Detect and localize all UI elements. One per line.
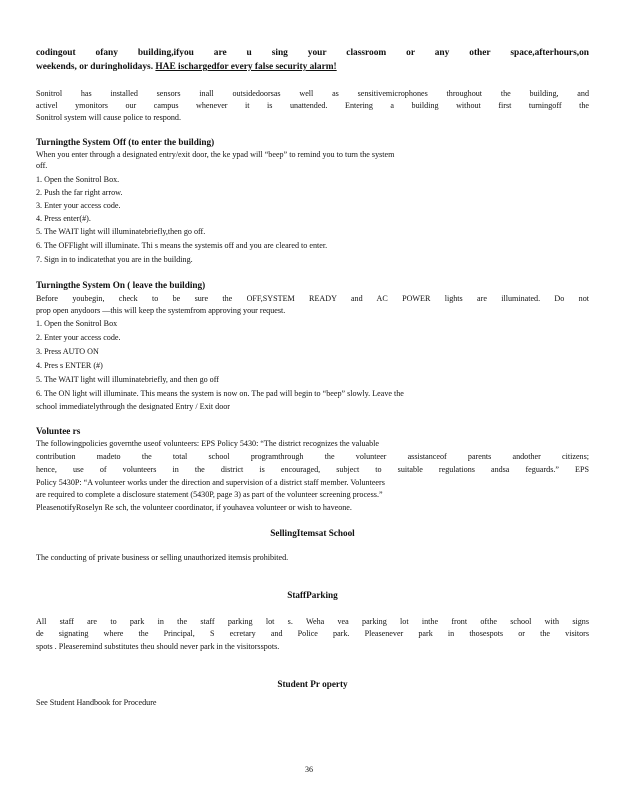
system-on-step-7: school immediatelythrough the designated Entry / Exit door [36,402,230,411]
system-on-intro-2: prop open anydoors —this will keep the systemfrom approving your request. [36,306,286,315]
system-off-step-6: 6. The OFFlight will illuminate. Thi s means the systemis off and you are cleared to enter. [36,241,328,250]
system-on-step-2: 2. Enter your access code. [36,333,121,342]
system-on-step-1: 1. Open the Sonitrol Box [36,319,118,328]
system-on-step-3: 3. Press AUTO ON [36,347,99,356]
parking-line-3: spots . Pleaseremind substitutes theu should never park in the visitorsspots. [36,642,280,651]
system-off-step-3: 3. Enter your access code. [36,201,121,210]
selling-line: The conducting of private business or selling unauthorized itemsis prohibited. [36,553,289,562]
system-on-heading: Turningthe System On ( leave the building) [36,280,206,290]
volunteers-line-1: The followingpolicies governthe useof volunteers: EPS Policy 5430: “The district recognizes the valuable [36,439,380,448]
selling-heading: SellingItemsat School [270,528,355,538]
system-off-heading: Turningthe System Off (to enter the building) [36,137,215,147]
parking-line-1: All staff are to park in the staff parking lot s. Weha vea parking lot inthe front ofthe school with signs [36,617,589,626]
property-line: See Student Handbook for Procedure [36,698,157,707]
parking-heading: StaffParking [287,590,338,600]
intro-line-1: codingout ofany building,ifyou are u sing your classroom or any other space,afterhours,on [36,48,589,58]
page-number: 36 [305,765,313,774]
volunteers-heading: Voluntee rs [36,426,81,436]
volunteers-line-2: contribution madeto the total school programthrough the volunteer assistanceof parents andother citizens; [36,452,589,461]
false-alarm-warning: HAE ischargedfor every false security alarm! [155,62,337,72]
sonitrol-line-1: Sonitrol has installed sensors inall outsidedoorsas well as sensitivemicrophones throughout the building, and [36,89,589,98]
system-on-step-5: 5. The WAIT light will illuminatebriefly, and then go off [36,375,219,384]
volunteers-line-4: Policy 5430P: “A volunteer works under the direction and supervision of a district staff member. Volunteers [36,478,385,487]
system-off-step-1: 1. Open the Sonitrol Box. [36,175,120,184]
volunteers-line-5: are required to complete a disclosure statement (5430P, page 3) as part of the volunteer screening process.” [36,490,383,499]
system-off-intro-2: off. [36,161,48,170]
system-off-step-5: 5. The WAIT light will illuminatebriefly,then go off. [36,227,206,236]
system-on-step-6: 6. The ON light will illuminate. This means the system is now on. The pad will begin to “beep” slowly. Leave the [36,389,404,398]
volunteers-line-6: PleasenotifyRoselyn Re sch, the volunteer coordinator, if youhavea volunteer or wish to haveone. [36,503,352,512]
system-on-intro-1: Before youbegin, check to be sure the OFF,SYSTEM READY and AC POWER lights are illuminated. Do not [36,294,589,303]
sonitrol-line-3: Sonitrol system will cause police to respond. [36,113,181,122]
property-heading: Student Pr operty [277,679,348,689]
system-off-step-4: 4. Press enter(#). [36,214,91,223]
volunteers-line-3: hence, use of volunteers in the district is encouraged, subject to suitable regulations andsa feguards.” EPS [36,465,589,474]
system-off-step-7: 7. Sign in to indicatethat you are in the building. [36,255,193,264]
sonitrol-line-2: activel ymonitors our campus whenever it is unattended. Entering a building without first turningoff the [36,101,589,110]
parking-line-2: de signating where the Principal, S ecretary and Police park. Pleasenever park in thosespots or the visitors [36,629,589,638]
system-off-step-2: 2. Push the far right arrow. [36,188,123,197]
system-off-intro-1: When you enter through a designated entry/exit door, the ke ypad will “beep” to remind you to turn the system [36,150,395,159]
intro-line-2-text: weekends, or duringholidays. [36,62,156,72]
system-on-step-4: 4. Pres s ENTER (#) [36,361,103,370]
intro-line-2 [36,62,589,73]
